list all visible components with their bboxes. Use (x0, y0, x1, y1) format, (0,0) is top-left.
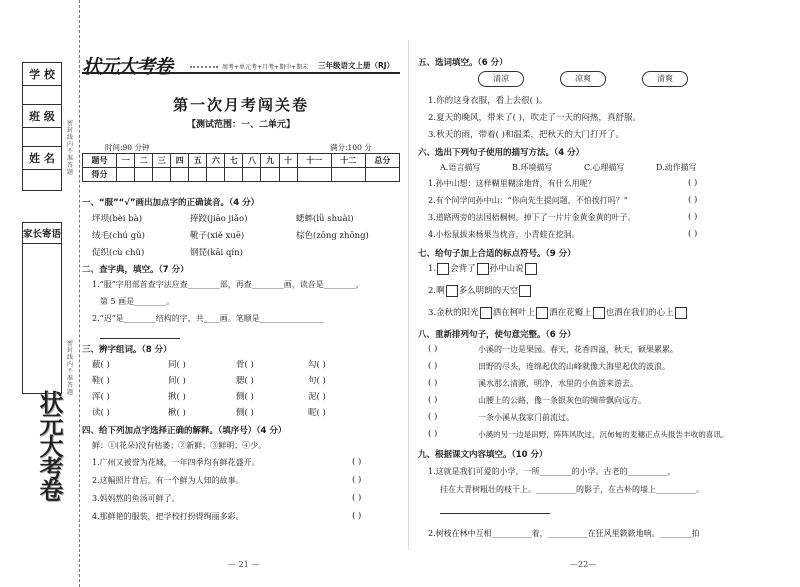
q7-item-3 (428, 306, 688, 319)
q8-item: 一条小溪从我家门前流过。 (478, 413, 574, 422)
q5-item[interactable]: 1.你的这身衣服，看上去很( )。 (428, 96, 548, 106)
q3-item[interactable]: 楸( ) (168, 408, 186, 418)
brand-logo-vertical: 状元大考卷 (35, 390, 63, 500)
q4-item: 4.那鲜艳的服装，把学校打扮得绚丽多彩。 (92, 512, 244, 521)
q7-text: 3.金秋的阳光 (428, 308, 479, 318)
time-limit: 时间:90 分钟 (105, 143, 150, 152)
score-cell: 十二 (331, 154, 365, 168)
q1-item[interactable]: 捧跤(jiāo jiǎo) (190, 214, 248, 224)
score-cell: 六 (207, 154, 225, 168)
parent-message-label: 家长寄语 (23, 223, 61, 244)
q1-item[interactable]: 绒毛(chú gǔ) (92, 231, 145, 241)
school-field[interactable] (23, 86, 61, 106)
score-input[interactable] (189, 168, 207, 182)
q3-item[interactable]: 读( ) (92, 408, 110, 418)
q7-text: 会背了 (450, 264, 476, 274)
binding-margin (0, 0, 80, 587)
q8-title: 八、重新排列句子，使句意完整。（6 分） (418, 330, 576, 340)
q9-title: 九、根据课文内容填空。（10 分） (418, 450, 548, 460)
punct-box[interactable] (525, 263, 537, 275)
q7-item-1 (428, 262, 538, 275)
score-input[interactable] (153, 168, 171, 182)
q3-item[interactable]: 同( ) (168, 360, 186, 370)
q8-item: 山腰上的公路，像一条银灰色的绸带飘向远方。 (478, 396, 646, 405)
seal-notice-bottom: 密封线内不准答题 (67, 340, 74, 396)
q7-item-2 (428, 284, 532, 297)
score-input[interactable] (225, 168, 243, 182)
q3-item[interactable]: 勾( ) (308, 360, 326, 370)
q7-title: 七、给句子加上合适的标点符号。（9 分） (418, 249, 576, 259)
q4-title: 四、给下列加点字选择正确的解释。（填序号）（4 分） (82, 426, 287, 436)
q6-option: A.语言描写 (440, 163, 481, 172)
q8-item: 溪水那么清澈，明净，水里的小鱼游来游去。 (478, 379, 638, 388)
tagline: 周考+单元考+月考+期中+期末 (222, 64, 309, 71)
q7-text: 孙中山说 (489, 264, 524, 274)
q7-text: 洒在花瓣上 (549, 308, 592, 318)
score-table-header-row (83, 154, 400, 168)
school-label: 学 校 (23, 63, 61, 86)
q3-item[interactable]: 昵( ) (308, 408, 326, 418)
q3-item[interactable]: 腮( ) (236, 376, 254, 386)
punct-box[interactable] (675, 307, 687, 319)
score-cell: 得分 (83, 168, 117, 182)
q6-item: 1.孙中山想：这样糊里糊涂地背，有什么用呢？ (428, 179, 596, 188)
q5-item[interactable]: 2.夏天的晚风，带来了( )，吹走了一天的闷热，真舒服。 (428, 113, 641, 123)
q6-option: D.动作描写 (656, 163, 697, 172)
q1-item[interactable]: 坪坝(bèi bà) (92, 214, 143, 224)
class-box (22, 104, 62, 149)
name-box (22, 146, 62, 191)
q3-item[interactable]: 侧( ) (236, 392, 254, 402)
q6-title: 六、选出下列句子使用的描写方法。（4 分） (418, 148, 585, 158)
class-field[interactable] (23, 128, 61, 148)
q2-answer-line[interactable] (100, 338, 180, 339)
page-number-right: —22— (570, 560, 597, 569)
q6-item: 2.有个同学问孙中山：“你向先生提问题，不怕挨打吗？” (428, 196, 628, 205)
q6-answer[interactable]: ( ) (688, 178, 698, 188)
q3-item[interactable]: 间( ) (168, 376, 186, 386)
q1-title: 一、“服”“√”画出加点字的正确读音。（4 分） (82, 198, 260, 208)
q8-item: 田野的尽头，连绵起伏的山峰就像大海里起伏的波浪。 (478, 362, 670, 371)
q8-answer[interactable]: ( ) (428, 412, 438, 422)
q3-title: 三、辨字组词。（8 分） (82, 345, 172, 355)
score-cell: 题号 (83, 154, 117, 168)
q9-line-3[interactable]: 2.树枝在林中互相__________着，__________在狂风里簌簌地响。________拍 (428, 529, 700, 538)
q3-item[interactable]: 泥( ) (308, 392, 326, 402)
punct-box[interactable] (446, 285, 458, 297)
q7-text: 也洒在我们的心上 (605, 308, 674, 318)
header-rule (82, 72, 400, 74)
score-cell: 九 (261, 154, 279, 168)
q3-item[interactable]: 句( ) (308, 376, 326, 386)
q1-item[interactable]: 促织(cù chǔ) (92, 248, 145, 258)
q7-text: 1. (428, 264, 437, 274)
score-cell: 五 (189, 154, 207, 168)
full-score: 满分:100 分 (330, 143, 372, 152)
q7-text: 多么明朗的天空 (458, 286, 519, 296)
score-input[interactable] (297, 168, 331, 182)
q1-item[interactable]: 钢琵(kāi qín) (190, 248, 243, 258)
q8-answer[interactable]: ( ) (428, 344, 438, 354)
q6-option: B.环境描写 (512, 163, 553, 172)
score-input[interactable] (331, 168, 365, 182)
score-cell: 三 (153, 154, 171, 168)
q6-item: 4.小松鼠拔来杨果当枕音，小青蛙在挖洞。 (428, 230, 580, 239)
punct-box[interactable] (519, 285, 531, 297)
score-input[interactable] (207, 168, 225, 182)
q5-word-bubble: 凉爽 (560, 71, 606, 87)
school-box (22, 62, 62, 107)
q4-options: 鲜：①(花朵)没有枯萎；②新鲜；③鲜明；④少。 (92, 441, 267, 450)
q3-item[interactable]: 揪( ) (168, 392, 186, 402)
q6-option: C.心理描写 (584, 163, 625, 172)
punct-box[interactable] (437, 263, 449, 275)
q3-item[interactable]: 鞋( ) (92, 376, 110, 386)
q6-answer[interactable]: ( ) (688, 195, 698, 205)
q9-answer-line[interactable] (440, 513, 550, 514)
edition-label: 三年级语文上册（RJ） (318, 61, 395, 70)
score-input[interactable] (243, 168, 261, 182)
test-range: 【测试范围：一、二单元】 (186, 120, 295, 130)
class-label: 班 级 (23, 105, 61, 128)
score-input[interactable] (171, 168, 189, 182)
q4-item: 2.这幅照片背后，有一个鲜为人知的故事。 (92, 476, 244, 485)
q5-title: 五、选词填空。（6 分） (418, 58, 508, 68)
q4-answer[interactable]: ( ) (352, 457, 362, 467)
q5-item[interactable]: 3.秋天的雨，带着( )和温柔，把秋天的大门打开了。 (428, 130, 624, 140)
decorative-dots (190, 66, 218, 69)
q7-text: 洒在柯叶上 (492, 308, 536, 318)
q4-item: 3.妈妈熬的鱼汤可鲜了。 (92, 494, 180, 503)
score-input[interactable] (261, 168, 279, 182)
q4-answer[interactable]: ( ) (352, 493, 362, 503)
q4-answer[interactable]: ( ) (352, 511, 362, 521)
q8-answer[interactable]: ( ) (428, 395, 438, 405)
score-input[interactable] (135, 168, 153, 182)
q3-item[interactable]: 浑( ) (92, 392, 110, 402)
punct-box[interactable] (536, 307, 548, 319)
q2-line-3[interactable]: 2.“迟”是________结构的字，共____画。笔顺是________________ (92, 314, 324, 323)
punct-box[interactable] (593, 307, 605, 319)
score-cell: 总分 (365, 154, 399, 168)
name-label: 姓 名 (23, 147, 61, 170)
q2-line-1[interactable]: 1.“服”字用部首查字法应查________部，再查________画，读音是________， (92, 280, 364, 289)
q3-item[interactable]: 骨( ) (236, 360, 254, 370)
q1-item[interactable]: 棕色(zōng zhōng) (296, 231, 369, 241)
punct-box[interactable] (480, 307, 492, 319)
q8-item: 小溪的一边是果园。春天，花香四溢，秋天，硕果累累。 (478, 345, 678, 354)
score-input[interactable] (279, 168, 297, 182)
brand-logo: 状元大考卷 (82, 56, 173, 78)
q6-item: 3.道路两旁的法国梧桐树，掉下了一片片金黄金黄的叶子。 (428, 213, 636, 222)
score-cell: 七 (225, 154, 243, 168)
score-cell: 八 (243, 154, 261, 168)
page-number-left: — 21 — (228, 560, 260, 569)
q4-answer[interactable]: ( ) (352, 475, 362, 485)
q8-answer[interactable]: ( ) (428, 378, 438, 388)
score-input[interactable] (365, 168, 399, 182)
q3-item[interactable]: 侧( ) (236, 408, 254, 418)
q9-line-1[interactable]: 1.这就是我们可爱的小学，一所________的小学。古老的__________， (428, 467, 676, 476)
score-cell: 二 (135, 154, 153, 168)
page-title: 第一次月考闯关卷 (172, 96, 309, 114)
q5-word-bubble: 清凉 (478, 71, 524, 87)
q7-text: 2.啊 (428, 286, 445, 296)
q8-item: 小溪的另一边是田野，阵阵风吹过，沉甸甸的麦穗正点头报告丰收的喜讯。 (478, 430, 729, 439)
q4-item: 1.广州又被誉为花城，一年四季均有鲜花盛开。 (92, 458, 260, 467)
page-divider (408, 40, 409, 550)
q2-title: 二、查字典，填空。（7 分） (82, 265, 189, 275)
seal-notice-top: 密封线内不准答题 (67, 120, 74, 176)
punct-box[interactable] (477, 263, 489, 275)
q1-item[interactable]: 蟋蟀(lǜ shuài) (296, 214, 354, 224)
score-cell: 十 (279, 154, 297, 168)
q3-item[interactable]: 蔽( ) (92, 360, 110, 370)
score-cell: 十一 (297, 154, 331, 168)
q2-line-2[interactable]: 第 5 画是________。 (100, 297, 175, 306)
q6-answer[interactable]: ( ) (688, 229, 698, 239)
score-cell: 四 (171, 154, 189, 168)
q9-line-2[interactable]: 挂在大青树粗壮的枝干上。__________的影子，在古朴的墙上__________。 (440, 485, 704, 494)
score-cell: 一 (117, 154, 135, 168)
score-table (82, 153, 400, 182)
parent-message-box (22, 222, 62, 394)
q6-answer[interactable]: ( ) (688, 212, 698, 222)
score-input[interactable] (117, 168, 135, 182)
q8-answer[interactable]: ( ) (428, 429, 438, 439)
score-table-score-row (83, 168, 400, 182)
name-field[interactable] (23, 170, 61, 190)
q8-answer[interactable]: ( ) (428, 361, 438, 371)
q1-item[interactable]: 靴子(xiě xuē) (190, 231, 245, 241)
q5-word-bubble: 清爽 (642, 71, 688, 87)
